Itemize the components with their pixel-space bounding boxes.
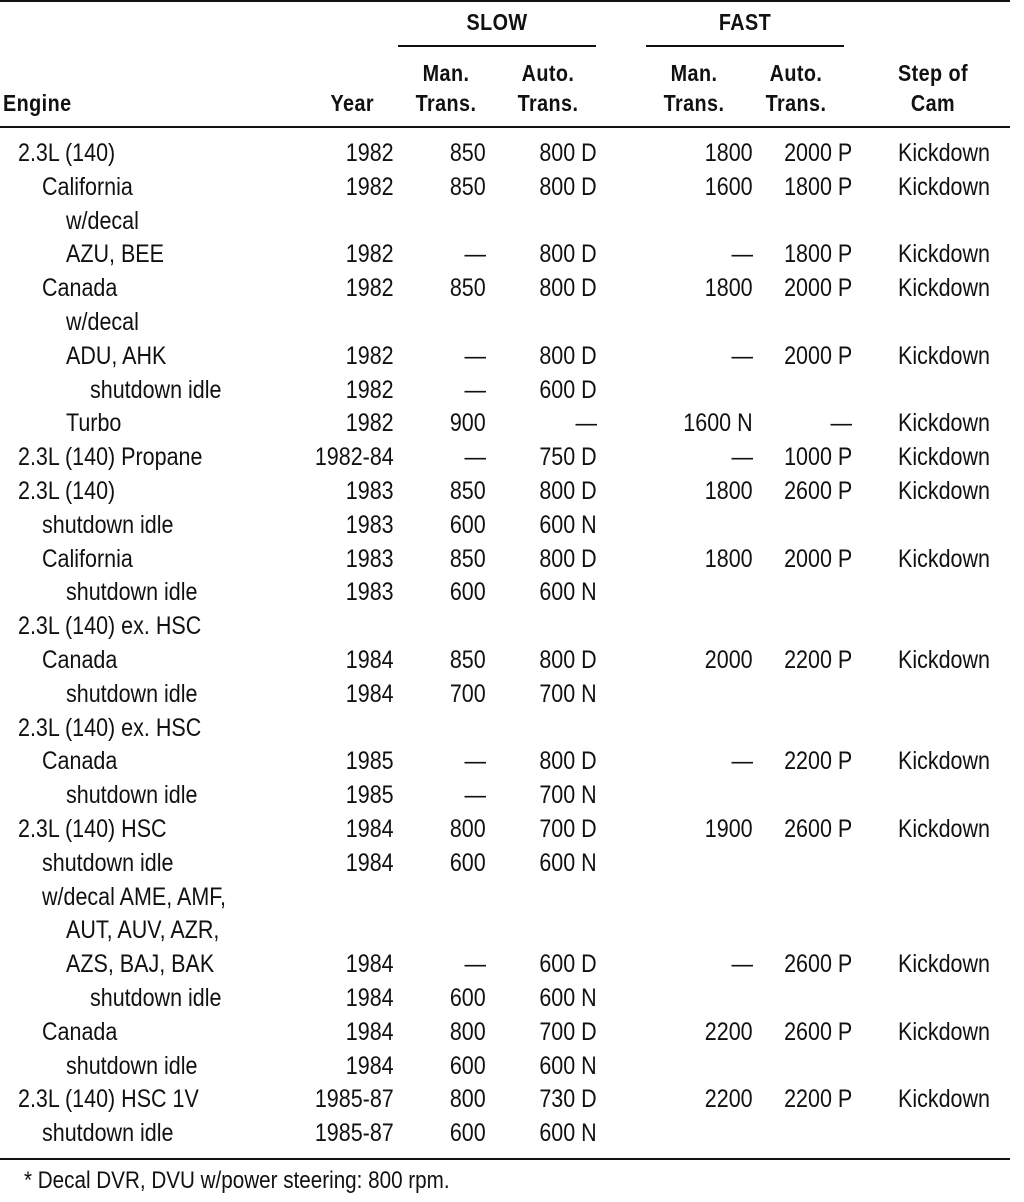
table-row [0,305,1024,339]
step-of-cam-cell: Kickdown [897,274,990,303]
table-row [0,271,1024,305]
year-cell: 1982 [346,409,394,438]
slow-auto-trans-cell: 800 D [539,274,597,303]
year-cell: 1983 [346,544,394,573]
slow-man-trans-cell: 850 [450,172,486,201]
slow-auto-trans-cell: 800 D [539,544,597,573]
engine-cell: shutdown idle [42,848,174,877]
slow-man-trans-cell: 800 [450,815,486,843]
fast-auto-trans-cell: 1800 P [783,240,852,269]
slow-auto-trans-cell: 600 N [539,848,597,877]
fast-man-header-line1: Man. [670,60,718,86]
fast-auto-header-line2: Trans. [765,90,827,116]
step-of-cam-cell: Kickdown [897,477,990,505]
engine-cell: shutdown idle [66,781,198,810]
table-row [0,1015,1024,1049]
slow-man-trans-cell: — [464,781,486,810]
slow-man-trans-cell: — [464,341,486,370]
engine-cell: Canada [42,646,118,674]
table-row [0,812,1024,846]
slow-man-trans-cell: — [464,950,486,979]
slow-auto-trans-cell: 600 D [539,950,597,979]
engine-cell: shutdown idle [66,578,198,607]
fast-auto-trans-cell: 2000 P [783,139,852,167]
slow-auto-trans-cell: 600 N [539,1051,597,1080]
fast-group-rule [646,45,844,47]
table-row [0,981,1024,1015]
step-of-cam-cell: Kickdown [897,1017,990,1046]
footnote: * Decal DVR, DVU w/power steering: 800 rpm. [24,1167,450,1194]
step-of-cam-cell: Kickdown [897,950,990,979]
slow-man-trans-cell: 900 [450,409,486,438]
step-of-cam-header-line1: Step of [897,60,969,86]
year-cell: 1984 [346,815,394,843]
year-cell: 1984 [346,984,394,1012]
fast-auto-trans-cell: 2600 P [783,477,852,505]
slow-man-trans-cell: 850 [450,646,486,674]
step-of-cam-cell: Kickdown [897,747,990,776]
table-row [0,1082,1024,1116]
fast-group-header: FAST [718,9,772,35]
slow-auto-trans-cell: 600 D [539,375,597,404]
slow-man-trans-cell: — [464,240,486,269]
slow-man-trans-cell: — [464,375,486,404]
table-row [0,846,1024,880]
slow-man-trans-cell: 600 [450,578,486,607]
slow-auto-trans-cell: 600 N [539,510,597,539]
year-cell: 1982 [346,139,394,167]
table-row [0,880,1024,914]
year-cell: 1984 [346,679,394,708]
slow-man-trans-cell: 850 [450,274,486,303]
table-row [0,237,1024,271]
fast-man-trans-cell: — [731,747,753,776]
slow-auto-trans-cell: 700 D [539,1017,597,1046]
table-row [0,1116,1024,1150]
fast-man-trans-cell: 2000 [705,646,753,674]
header-bottom-rule [0,126,1010,128]
slow-auto-trans-cell: 750 D [539,443,597,472]
fast-man-trans-cell: — [731,443,753,472]
fast-man-trans-cell: 1800 [705,477,753,505]
year-cell: 1982 [346,341,394,370]
step-of-cam-cell: Kickdown [897,443,990,472]
year-cell: 1982 [346,172,394,201]
slow-auto-trans-cell: 700 N [539,679,597,708]
slow-auto-trans-cell: 800 D [539,139,597,167]
fast-auto-trans-cell: 2000 P [783,341,852,370]
fast-auto-trans-cell: 2000 P [783,274,852,303]
fast-man-trans-cell: 2200 [705,1017,753,1046]
engine-cell: w/decal AME, AMF, [42,882,227,911]
step-of-cam-cell: Kickdown [897,240,990,269]
fast-man-trans-cell: 2200 [705,1085,753,1114]
slow-man-trans-cell: 600 [450,510,486,539]
table-row [0,677,1024,711]
engine-cell: w/decal [66,308,139,336]
slow-auto-trans-cell: 700 N [539,781,597,810]
table-bottom-rule [0,1158,1010,1160]
slow-man-trans-cell: 700 [450,679,486,708]
fast-man-trans-cell: — [731,240,753,269]
fast-man-trans-cell: — [731,341,753,370]
engine-cell: 2.3L (140) ex. HSC [18,612,202,641]
engine-cell: Turbo [66,409,122,438]
fast-auto-trans-cell: 2200 P [783,747,852,776]
fast-auto-trans-cell: 2000 P [783,544,852,573]
slow-auto-trans-cell: 800 D [539,747,597,776]
step-of-cam-cell: Kickdown [897,1085,990,1114]
year-cell: 1983 [346,578,394,607]
slow-auto-trans-cell: 800 D [539,341,597,370]
engine-cell: AZU, BEE [66,240,164,269]
table-row [0,1049,1024,1083]
fast-auto-trans-cell: 2600 P [783,815,852,843]
fast-man-trans-cell: 1600 N [683,409,753,438]
year-cell: 1984 [346,848,394,877]
slow-man-trans-cell: 800 [450,1017,486,1046]
year-cell: 1982 [346,274,394,303]
slow-auto-header-line1: Auto. [521,60,575,86]
fast-auto-trans-cell: 2200 P [783,646,852,674]
step-of-cam-cell: Kickdown [897,172,990,201]
engine-cell: shutdown idle [66,679,198,708]
fast-man-header-line2: Trans. [663,90,725,116]
slow-man-trans-cell: 850 [450,544,486,573]
table-row [0,609,1024,643]
engine-cell: ADU, AHK [66,341,167,370]
slow-man-trans-cell: 600 [450,1119,486,1148]
engine-cell: shutdown idle [42,1119,174,1148]
engine-cell: Canada [42,747,118,776]
table-row [0,575,1024,609]
fast-auto-header-line1: Auto. [769,60,823,86]
engine-cell: shutdown idle [42,510,174,539]
table-row [0,474,1024,508]
table-row [0,643,1024,677]
year-cell: 1985-87 [315,1085,394,1114]
slow-auto-trans-cell: 730 D [539,1085,597,1114]
engine-cell: California [42,172,133,201]
step-of-cam-header-line2: Cam [910,90,956,116]
slow-auto-trans-cell: 800 D [539,172,597,201]
slow-auto-trans-cell: — [575,409,597,438]
table-row [0,542,1024,576]
step-of-cam-cell: Kickdown [897,544,990,573]
year-cell: 1982 [346,375,394,404]
year-cell: 1982-84 [315,443,394,472]
slow-auto-header-line2: Trans. [517,90,579,116]
slow-auto-trans-cell: 800 D [539,240,597,269]
year-cell: 1982 [346,240,394,269]
engine-cell: 2.3L (140) HSC 1V [18,1085,199,1114]
slow-man-trans-cell: — [464,443,486,472]
slow-man-trans-cell: 600 [450,984,486,1012]
table-row [0,947,1024,981]
engine-cell: 2.3L (140) [18,139,116,167]
table-row [0,339,1024,373]
table-row [0,406,1024,440]
fast-man-trans-cell: — [731,950,753,979]
slow-auto-trans-cell: 800 D [539,646,597,674]
slow-group-header: SLOW [466,9,528,35]
year-cell: 1985 [346,781,394,810]
table-row [0,440,1024,474]
engine-cell: w/decal [66,206,139,235]
top-rule [0,0,1010,2]
table-row [0,508,1024,542]
fast-man-trans-cell: 1600 [705,172,753,201]
engine-cell: shutdown idle [90,984,222,1012]
engine-cell: 2.3L (140) Propane [18,443,203,472]
fast-auto-trans-cell: 1800 P [783,172,852,201]
engine-cell: shutdown idle [90,375,222,404]
slow-man-header-line2: Trans. [415,90,477,116]
slow-man-trans-cell: 600 [450,1051,486,1080]
fast-auto-trans-cell: 1000 P [783,443,852,472]
year-header: Year [330,90,374,116]
engine-cell: AZS, BAJ, BAK [66,950,215,979]
slow-man-trans-cell: 850 [450,139,486,167]
slow-man-trans-cell: — [464,747,486,776]
table-row [0,913,1024,947]
slow-auto-trans-cell: 700 D [539,815,597,843]
fast-auto-trans-cell: — [830,409,852,438]
slow-man-trans-cell: 600 [450,848,486,877]
step-of-cam-cell: Kickdown [897,409,990,438]
slow-auto-trans-cell: 600 N [539,984,597,1012]
year-cell: 1983 [346,510,394,539]
slow-auto-trans-cell: 600 N [539,578,597,607]
slow-man-header-line1: Man. [422,60,470,86]
year-cell: 1985 [346,747,394,776]
year-cell: 1984 [346,950,394,979]
engine-cell: 2.3L (140) ex. HSC [18,713,202,742]
fast-man-trans-cell: 1900 [705,815,753,843]
slow-man-trans-cell: 850 [450,477,486,505]
year-cell: 1985-87 [315,1119,394,1148]
table-row [0,373,1024,407]
step-of-cam-cell: Kickdown [897,341,990,370]
table-row [0,711,1024,745]
year-cell: 1984 [346,1017,394,1046]
engine-cell: Canada [42,274,118,303]
engine-cell: 2.3L (140) [18,477,116,505]
engine-cell: California [42,544,133,573]
engine-header: Engine [3,90,72,116]
step-of-cam-cell: Kickdown [897,139,990,167]
year-cell: 1984 [346,646,394,674]
step-of-cam-cell: Kickdown [897,815,990,843]
year-cell: 1983 [346,477,394,505]
step-of-cam-cell: Kickdown [897,646,990,674]
year-cell: 1984 [346,1051,394,1080]
fast-auto-trans-cell: 2600 P [783,950,852,979]
fast-man-trans-cell: 1800 [705,544,753,573]
table-row [0,170,1024,204]
fast-man-trans-cell: 1800 [705,139,753,167]
slow-man-trans-cell: 800 [450,1085,486,1114]
slow-group-rule [398,45,596,47]
fast-auto-trans-cell: 2600 P [783,1017,852,1046]
table-row [0,136,1024,170]
slow-auto-trans-cell: 800 D [539,477,597,505]
engine-cell: Canada [42,1017,118,1046]
table-row [0,778,1024,812]
fast-man-trans-cell: 1800 [705,274,753,303]
fast-auto-trans-cell: 2200 P [783,1085,852,1114]
engine-cell: 2.3L (140) HSC [18,815,167,843]
table-row [0,744,1024,778]
engine-cell: AUT, AUV, AZR, [66,916,220,945]
engine-cell: shutdown idle [66,1051,198,1080]
table-row [0,204,1024,238]
slow-auto-trans-cell: 600 N [539,1119,597,1148]
